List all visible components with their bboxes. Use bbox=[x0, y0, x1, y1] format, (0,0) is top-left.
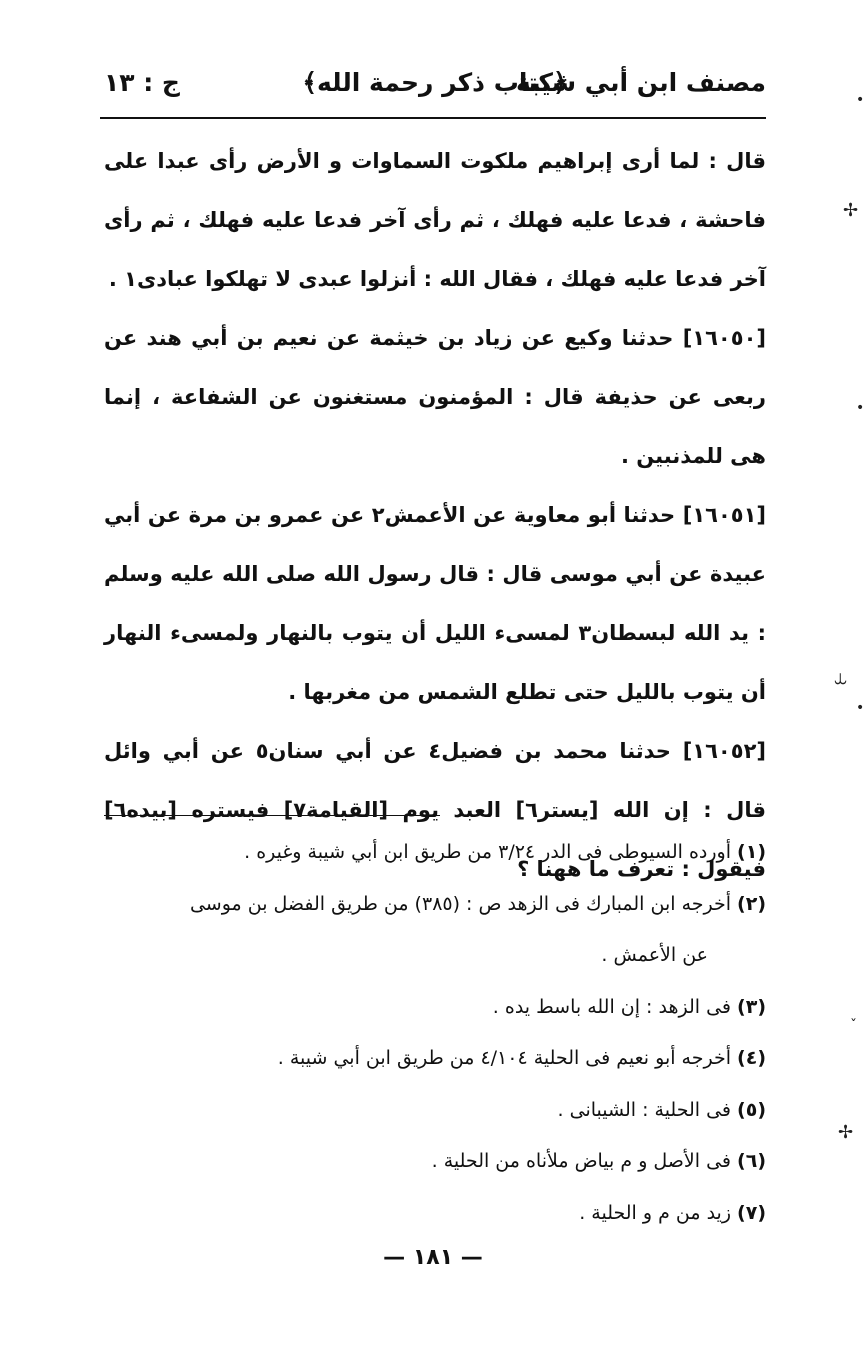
hadith-16050 bbox=[104, 309, 766, 486]
header-divider bbox=[100, 117, 766, 119]
footnote-text: عن الأعمش . bbox=[601, 944, 708, 966]
footnote bbox=[104, 1085, 766, 1137]
footnote bbox=[104, 1033, 766, 1085]
footnote-text: زيد من م و الحلية . bbox=[579, 1201, 732, 1224]
footnote-text: أخرجه ابن المبارك فى الزهد ص : (٣٨٥) من طريق الفضل بن موسى bbox=[189, 892, 732, 915]
scan-dot-mark: • bbox=[856, 400, 865, 416]
footnote-text: فى الأصل و م بياض ملأناه من الحلية . bbox=[431, 1150, 732, 1172]
footnote-number: (٢) bbox=[737, 892, 766, 915]
paragraph-continuation: قال : لما أرى إبراهيم ملكوت السماوات و الأرض رأى عبدا على فاحشة ، فدعا عليه فهلك ، ثم رأى آخر فدعا عليه فهلك ، ثم رأى آخر فدعا عليه فهلك ، فقال الله : أنزلوا عبدى لا تهلكوا عبادى١ . bbox=[104, 149, 766, 291]
footnote bbox=[104, 1136, 766, 1188]
page-number: — ١٨١ — bbox=[383, 1245, 483, 1270]
hadith-16051 bbox=[104, 486, 766, 722]
hadith-text: حدثنا محمد بن فضيل٤ عن أبي سنان٥ عن أبي وائل قال : إن الله [يستر٦] العبد يوم [القيامة٧] فيستره [بيده٦] فيقول : تعرف ما ههنا ؟ bbox=[104, 739, 766, 881]
footnote bbox=[104, 982, 766, 1034]
chapter-title: ﴿كتاب ذكر رحمة الله﴾ bbox=[302, 68, 568, 97]
footnote-text: فى الحلية : الشيبانى . bbox=[557, 1098, 732, 1121]
footnote-text: أورده السيوطى فى الدر ٣/٢٤ من طريق ابن أبي شيبة وغيره . bbox=[244, 841, 732, 863]
running-header bbox=[104, 62, 766, 110]
scan-dot-mark: • bbox=[856, 700, 865, 716]
footnote-number: (١) bbox=[737, 841, 766, 863]
hadith-number: [١٦٠٥٢] bbox=[682, 739, 766, 763]
footnote-number: (٥) bbox=[737, 1098, 766, 1121]
scan-dot-mark: • bbox=[856, 92, 865, 108]
footnote-continuation bbox=[104, 930, 766, 982]
scan-cross-mark: ✢ bbox=[843, 200, 859, 221]
hadith-text: حدثنا أبو معاوية عن الأعمش٢ عن عمرو بن مرة عن أبي عبيدة عن أبي موسى قال : قال رسول الله صلى الله عليه وسلم : يد الله لبسطان٣ لمسىء الليل أن يتوب بالنهار ولمسىء النهار أن يتوب بالليل حتى تطلع الشمس من مغربها . bbox=[104, 503, 766, 704]
footnote-number: (٤) bbox=[737, 1047, 766, 1069]
footnote-number: (٧) bbox=[737, 1201, 766, 1224]
footnote bbox=[104, 1188, 766, 1240]
footnotes bbox=[104, 827, 766, 1239]
footnote-number: (٣) bbox=[737, 995, 766, 1018]
main-text bbox=[104, 132, 766, 899]
footnote bbox=[104, 879, 766, 931]
book-title: مصنف ابن أبي شيبة bbox=[515, 68, 766, 97]
footnote-text: أخرجه أبو نعيم فى الحلية ٤/١٠٤ من طريق ابن أبي شيبة . bbox=[277, 1047, 732, 1069]
footnote-number: (٦) bbox=[737, 1150, 766, 1172]
volume-number: ج : ١٣ bbox=[104, 68, 180, 97]
scan-tick-mark: ˇ bbox=[850, 1018, 857, 1034]
footnote-text: فى الزهد : إن الله باسط يده . bbox=[492, 995, 732, 1018]
footnote bbox=[104, 827, 766, 879]
scan-cross-mark: ✢ bbox=[838, 1122, 854, 1143]
scan-hook-mark: ⥿ bbox=[834, 665, 847, 690]
hadith-number: [١٦٠٥٠] bbox=[682, 326, 766, 350]
footnote-divider bbox=[104, 815, 440, 816]
hadith-text: حدثنا وكيع عن زياد بن خيثمة عن نعيم بن أبي هند عن ربعى عن حذيفة قال : المؤمنون مستغنون عن الشفاعة ، إنما هى للمذنبين . bbox=[104, 326, 766, 468]
hadith-number: [١٦٠٥١] bbox=[682, 503, 767, 527]
